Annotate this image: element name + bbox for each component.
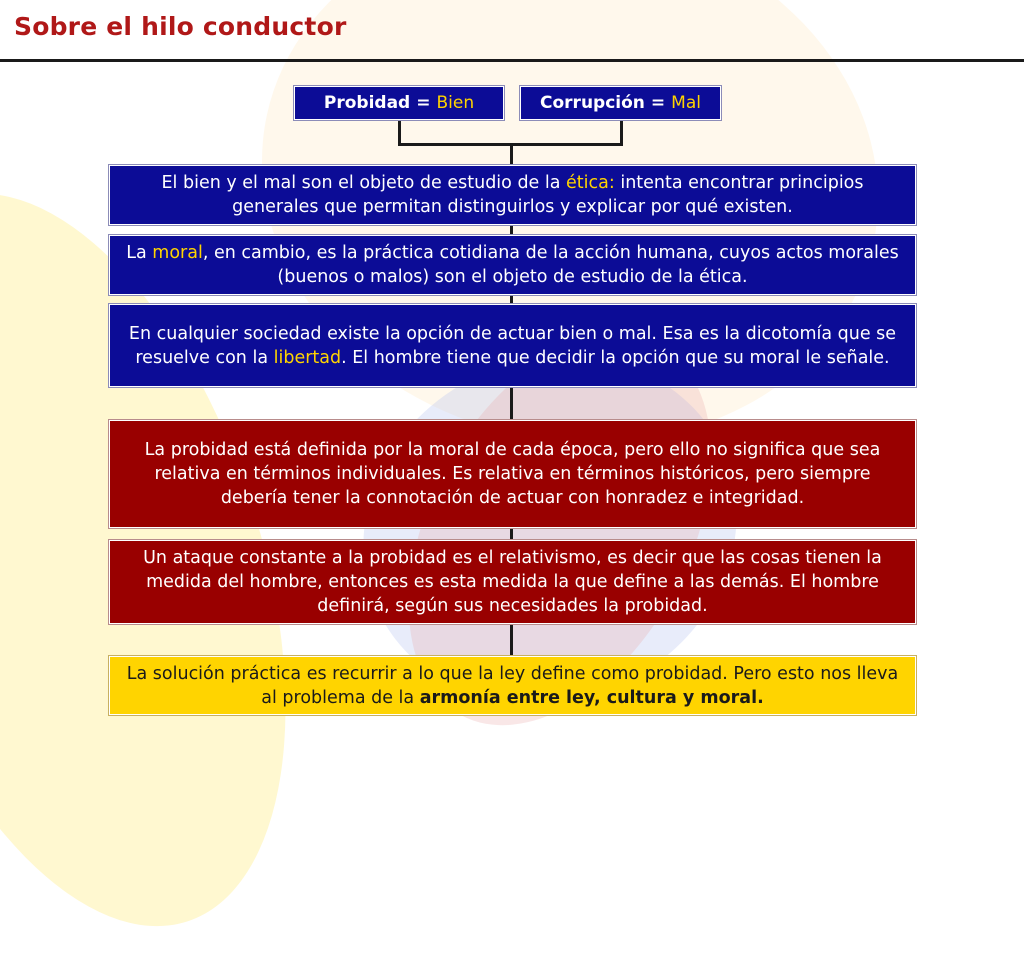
moral-box [109,235,916,295]
mal-value: Mal [671,93,701,113]
connector-left-down [398,120,401,145]
corrupcion-label: Corrupción [540,93,645,113]
libertad-text-post: . El hombre tiene que decidir la opción que su moral le señale. [341,347,890,368]
equals-sign: = [416,93,431,113]
libertad-box [109,304,916,387]
bien-value: Bien [436,93,475,113]
moral-text [120,241,905,289]
libertad-keyword: libertad [273,347,342,368]
connector-right-down [620,120,623,145]
title-divider [0,59,1024,62]
slide-title: Sobre el hilo conductor [14,12,347,41]
etica-text [120,171,905,219]
solucion-text-pre: La solución práctica es recurrir a lo que la ley define como probidad. Pero esto nos lleva al problema de la [126,663,899,708]
etica-keyword: ética: [566,173,615,193]
moral-text-post: , en cambio, es la práctica cotidiana de la acción humana, cuyos actos morales (buenos o malos) son el objeto de estudio de la ética. [202,243,899,287]
etica-box [109,165,916,225]
armonia-emphasis: armonía entre ley, cultura y moral. [419,687,764,708]
probidad-label: Probidad [323,93,411,113]
corrupcion-mal-box [520,86,721,120]
moral-text-pre: La [126,243,153,263]
solucion-text [120,662,905,710]
moral-keyword: moral [152,243,203,263]
relativismo-box [109,540,916,624]
probidad-bien-box [294,86,504,120]
etica-text-post: intenta encontrar principios generales que permitan distinguirlos y explicar por qué existen. [232,173,864,217]
probidad-moral-text: La probidad está definida por la moral de cada época, pero ello no significa que sea relativa en términos individuales. Es relativa en términos históricos, pero siempre debería tener la connotación de actuar con honradez e integridad. [144,440,881,508]
libertad-text [120,322,905,370]
etica-text-pre: El bien y el mal son el objeto de estudio de la [161,173,567,193]
probidad-moral-box [109,420,916,528]
solucion-box [109,656,916,715]
equals-sign: = [650,93,666,113]
libertad-text-pre: En cualquier sociedad existe la opción de actuar bien o mal. Esa es la dicotomía que se resuelve con la [128,323,897,368]
relativismo-text: Un ataque constante a la probidad es el relativismo, es decir que las cosas tienen la medida del hombre, entonces es esta medida la que define a las demás. El hombre definirá, según sus necesidades la probidad. [143,548,882,616]
